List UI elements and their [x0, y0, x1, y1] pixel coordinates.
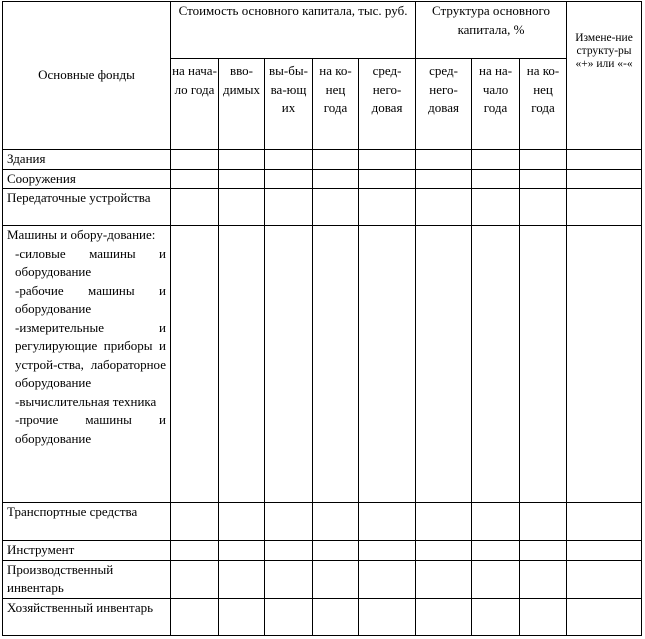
- row-label-computing: -вычислительная техника: [15, 393, 157, 409]
- fixed-assets-table: [2, 1, 642, 636]
- row-label-production: Производственный инвентарь: [3, 560, 171, 598]
- row-label-transfer: Передаточные устройства: [3, 189, 171, 226]
- table-row: [3, 598, 642, 635]
- header-cost-input: вво-димых: [219, 59, 265, 150]
- header-fonds: Основные фонды: [3, 2, 171, 150]
- row-label-transport: Транспортные средства: [3, 503, 171, 541]
- row-label-working: -рабочие машины и оборудование: [15, 282, 166, 316]
- table-row: [3, 169, 642, 189]
- header-cost-average: сред-него-довая: [359, 59, 416, 150]
- row-machines-cell: [3, 226, 171, 503]
- row-label-tools: Инструмент: [3, 541, 171, 561]
- table-row: [3, 503, 642, 541]
- header-structure-start: на на-чало года: [472, 59, 520, 150]
- row-label-measuring: -измерительные и регулирующие приборы и устрой-ства, лабораторное оборудование: [15, 319, 166, 390]
- table-row: [3, 560, 642, 598]
- header-cost: Стоимость основного капитала, тыс. руб.: [171, 2, 416, 59]
- header-structure: Структура основного капитала, %: [416, 2, 567, 59]
- table-row: [3, 189, 642, 226]
- row-label-structures: Сооружения: [3, 169, 171, 189]
- row-label-buildings: Здания: [3, 150, 171, 170]
- table-row: [3, 226, 642, 503]
- header-cost-end: на ко-нец года: [313, 59, 359, 150]
- row-label-machines: Машины и обору-дование:: [7, 227, 156, 242]
- row-label-other: -прочие машины и оборудование: [15, 412, 166, 446]
- header-change: Измене-ние структу-ры «+» или «-«: [567, 2, 642, 150]
- header-structure-end: на ко-нец года: [520, 59, 567, 150]
- header-structure-average: сред-него-довая: [416, 59, 472, 150]
- header-cost-output: вы-бы-ва-ющ их: [265, 59, 313, 150]
- header-cost-start: на нача-ло года: [171, 59, 219, 150]
- table-row: [3, 150, 642, 170]
- row-label-power: -силовые машины и оборудование: [15, 245, 166, 279]
- row-label-household: Хозяйственный инвентарь: [3, 598, 171, 635]
- table-row: [3, 541, 642, 561]
